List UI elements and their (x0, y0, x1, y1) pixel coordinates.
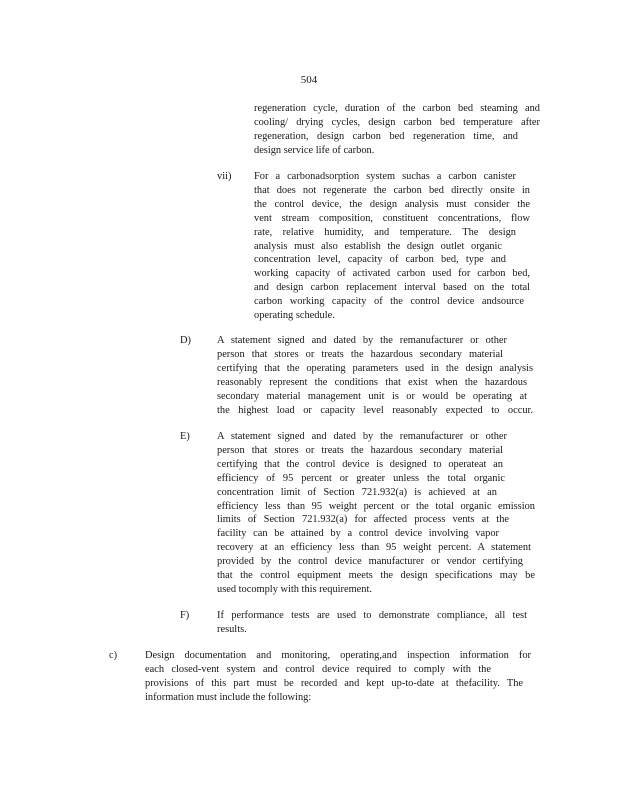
text-line: person that stores or treats the hazardous secondary material (217, 348, 503, 360)
text-line: cooling/ drying cycles, design carbon bed temperature after (254, 116, 540, 128)
item-c-label: c) (109, 650, 118, 661)
text-line: analysis must also establish the design outlet organic (254, 240, 502, 252)
text-line: that the control equipment meets the design specifications may be (217, 570, 535, 582)
text-line: person that stores or treats the hazardous secondary material (217, 444, 503, 456)
text-line: certifying that the control device is designed to operateat an (217, 458, 503, 470)
text-line: secondary material management unit is or would be operating at (217, 390, 527, 402)
text-line: working capacity of activated carbon used for carbon bed, (254, 268, 530, 280)
text-line: the control device, the design analysis must consider the (254, 198, 530, 210)
text-line: operating schedule. (254, 310, 335, 322)
text-line: limits of Section 721.932(a) for affected process vents at the (217, 514, 509, 526)
text-line: concentration level, capacity of carbon bed, type and (254, 254, 506, 266)
page-number: 504 (300, 74, 318, 86)
text-line: vent stream composition, constituent concentrations, flow (254, 212, 530, 224)
text-line: facility can be attained by a control device involving vapor (217, 528, 499, 540)
text-line: provided by the control device manufacturer or vendor certifying (217, 556, 523, 568)
item-e-label: E) (180, 431, 190, 442)
item-e-text (217, 430, 535, 597)
text-line: For a carbonadsorption system suchas a carbon canister (254, 171, 516, 182)
text-line: design service life of carbon. (254, 144, 375, 156)
continuation-paragraph (254, 102, 540, 158)
text-line: used tocomply with this requirement. (217, 583, 372, 595)
text-line: the highest load or capacity level reasonably expected to occur. (217, 404, 533, 416)
text-line: each closed-vent system and control device required to comply with the (145, 663, 491, 675)
item-c-text (145, 649, 531, 705)
item-vii-text (254, 170, 530, 323)
text-line: A statement signed and dated by the remanufacturer or other (217, 335, 507, 346)
text-line: provisions of this part must be recorded and kept up-to-date at thefacility. The (145, 677, 523, 689)
text-line: and design carbon replacement interval based on the total (254, 282, 530, 294)
text-line: If performance tests are used to demonstrate compliance, all test (217, 610, 527, 621)
item-vii-label: vii) (217, 171, 232, 182)
text-line: efficiency less than 95 weight percent or the total organic emission (217, 500, 535, 512)
text-line: rate, relative humidity, and temperature. The design (254, 226, 516, 238)
text-line: reasonably represent the conditions that exist when the hazardous (217, 376, 527, 388)
text-line: efficiency of 95 percent or greater unless the total organic (217, 472, 505, 484)
text-line: carbon working capacity of the control device andsource (254, 296, 524, 308)
item-d-text (217, 334, 533, 417)
text-line: that does not regenerate the carbon bed directly onsite in (254, 184, 530, 196)
item-d-label: D) (180, 335, 191, 346)
text-line: A statement signed and dated by the remanufacturer or other (217, 431, 507, 442)
item-f-label: F) (180, 610, 190, 621)
text-line: information must include the following: (145, 691, 312, 703)
text-line: concentration limit of Section 721.932(a) is achieved at an (217, 486, 497, 498)
text-line: results. (217, 623, 247, 635)
text-line: regeneration cycle, duration of the carbon bed steaming and (254, 103, 540, 114)
item-f-text (217, 609, 527, 637)
text-line: certifying that the operating parameters used in the design analysis (217, 362, 533, 374)
text-line: Design documentation and monitoring, operating,and inspection information for (145, 650, 531, 661)
text-line: regeneration, design carbon bed regeneration time, and (254, 130, 518, 142)
text-line: recovery at an efficiency less than 95 weight percent. A statement (217, 542, 531, 554)
